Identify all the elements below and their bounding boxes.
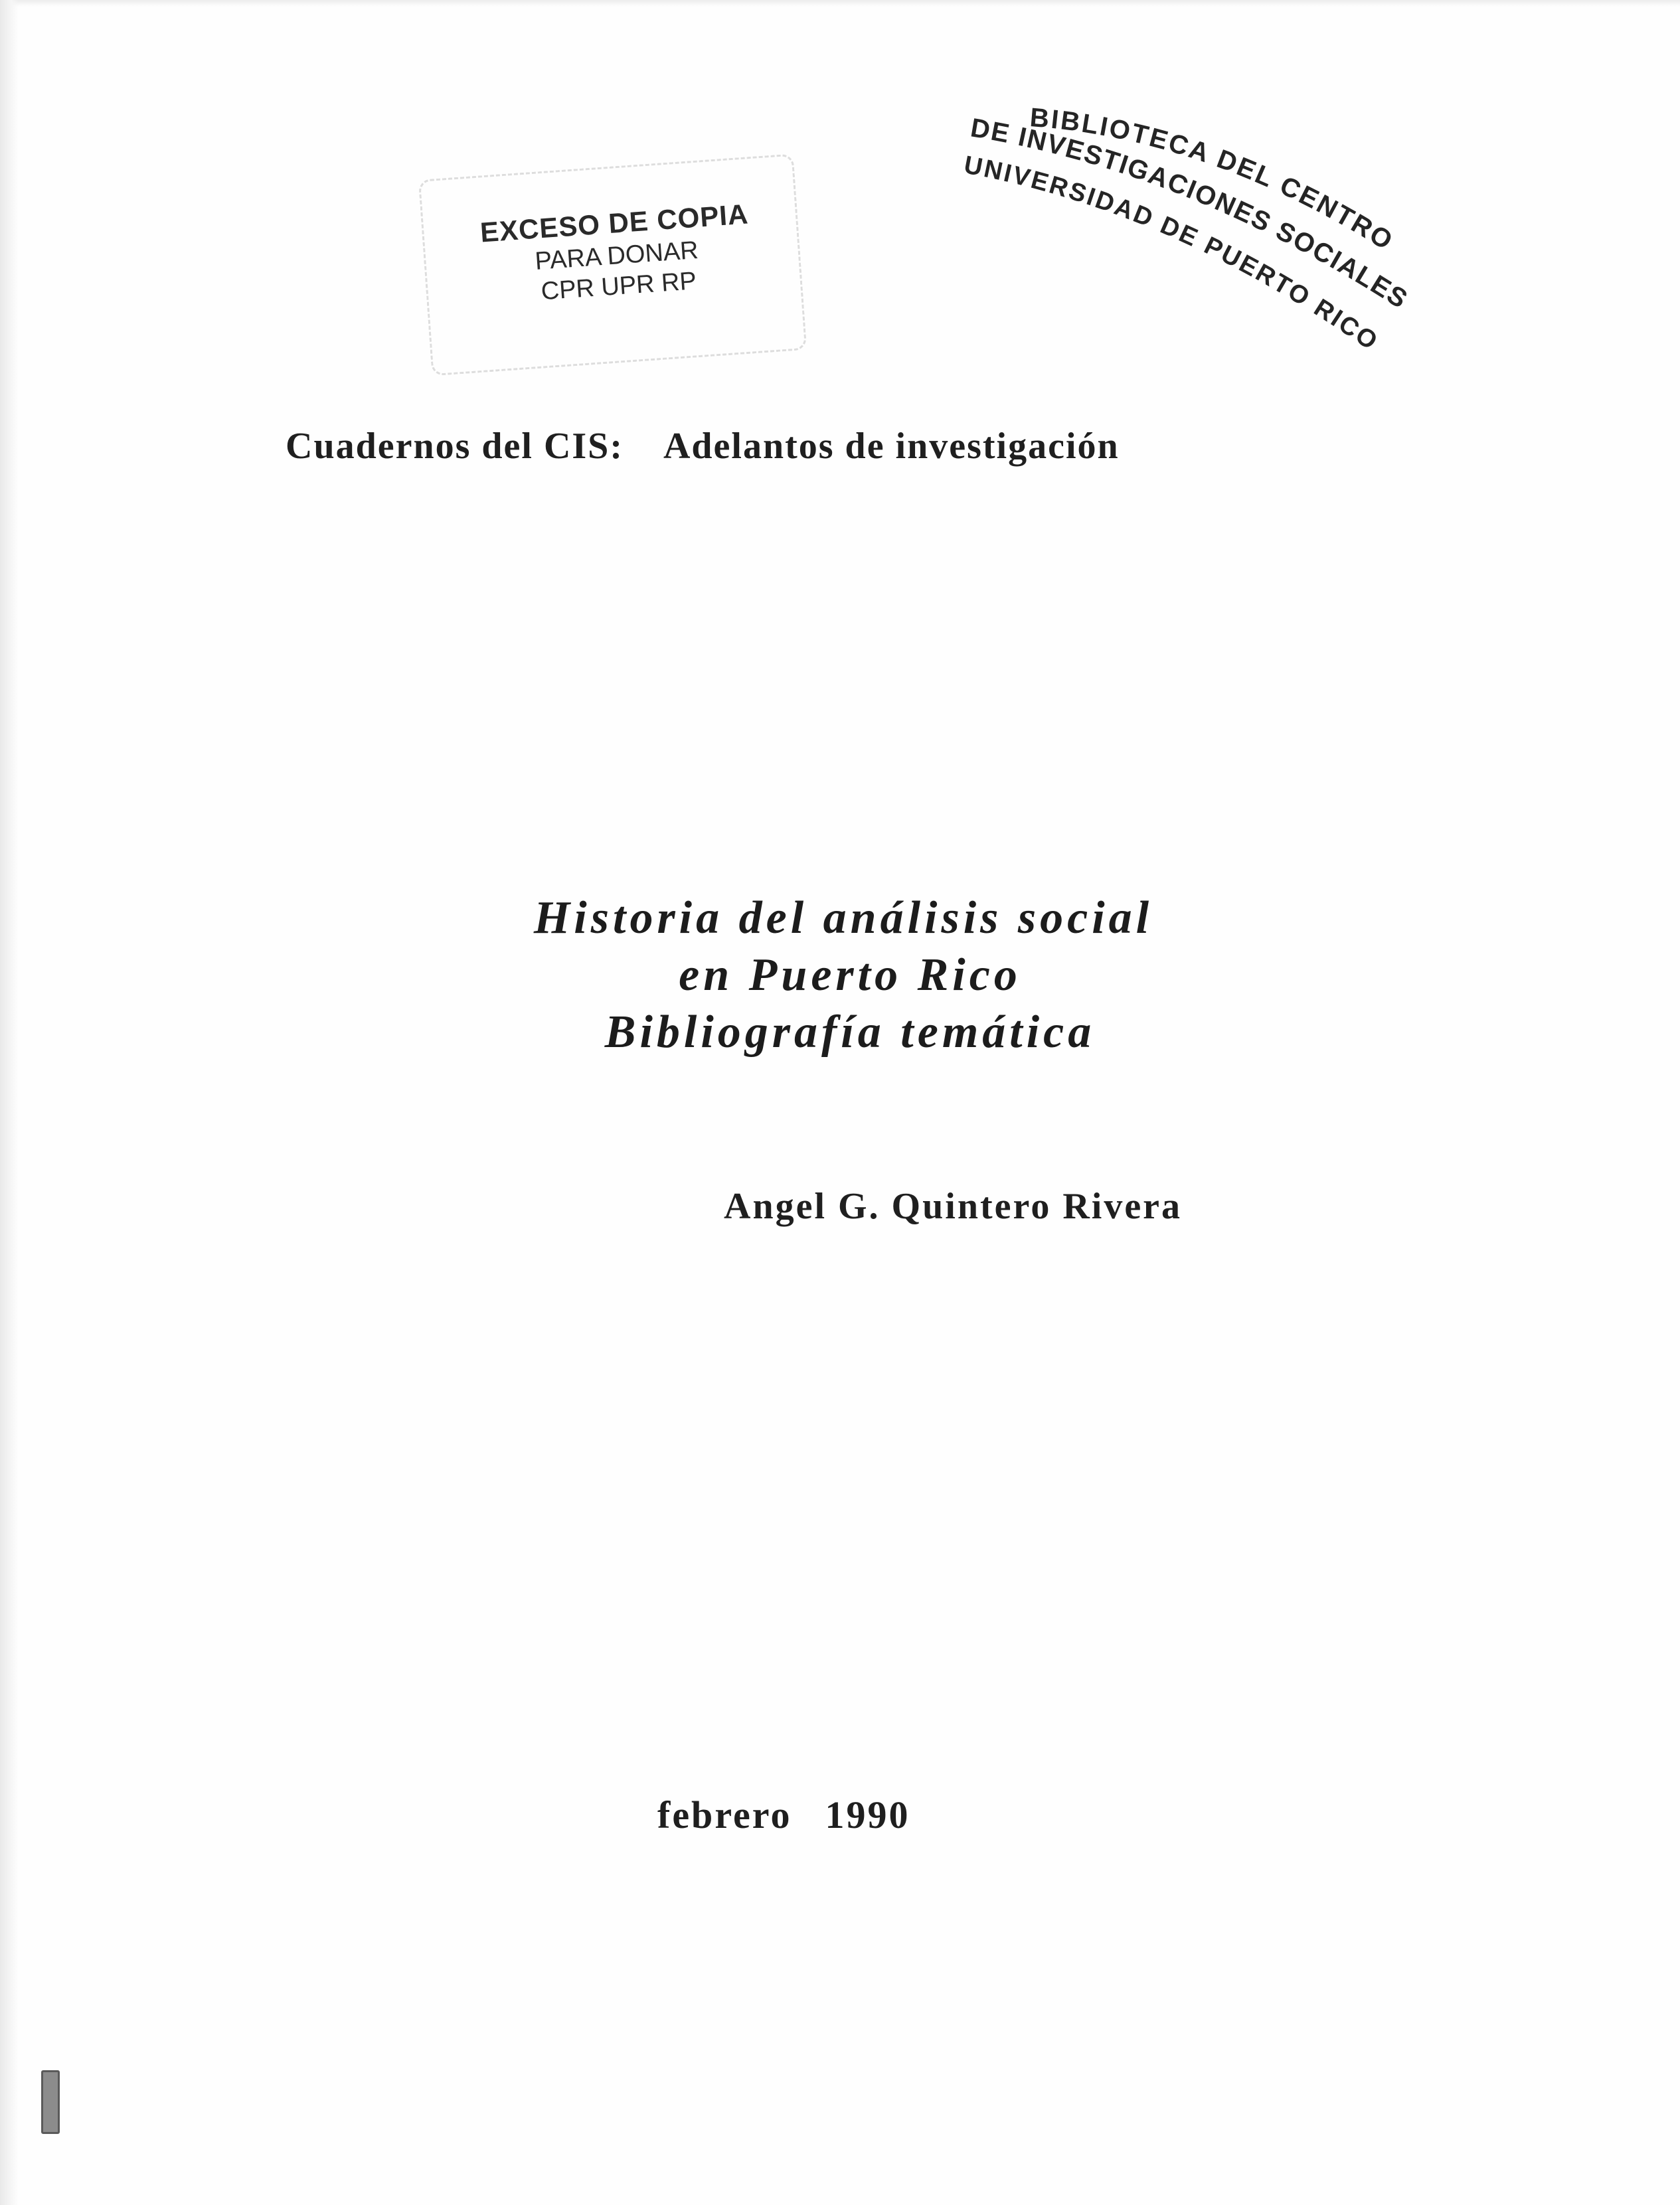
donation-stamp xyxy=(418,153,823,385)
series-subtitle: Adelantos de investigación xyxy=(663,426,1120,467)
date-year: 1990 xyxy=(825,1793,910,1837)
library-stamp-line1: BIBLIOTECA DEL CENTRO xyxy=(1029,102,1399,257)
document-title xyxy=(0,890,1680,1061)
library-stamp-line2: DE INVESTIGACIONES SOCIALES xyxy=(968,113,1414,315)
scan-clip-mark xyxy=(41,2070,60,2134)
series-name: Cuadernos del CIS: xyxy=(286,426,624,467)
library-stamp-line3: UNIVERSIDAD DE PUERTO RICO xyxy=(962,151,1384,357)
title-line1: Historia del análisis social xyxy=(533,892,1153,943)
publication-date xyxy=(657,1793,910,1837)
author-name: Angel G. Quintero Rivera xyxy=(724,1186,1183,1227)
library-stamp-graphic xyxy=(950,100,1468,392)
donation-stamp-line2: PARA DONAR xyxy=(534,236,699,276)
donation-stamp-line3: CPR UPR RP xyxy=(540,267,698,306)
date-month: febrero xyxy=(657,1793,792,1837)
title-line2: en Puerto Rico xyxy=(679,949,1021,1001)
title-line3: Bibliografía temática xyxy=(604,1007,1096,1058)
donation-stamp-line1: EXCESO DE COPIA xyxy=(479,198,750,248)
scan-top-edge xyxy=(0,0,1680,7)
scan-left-edge xyxy=(0,0,19,2205)
library-stamp xyxy=(950,100,1468,392)
